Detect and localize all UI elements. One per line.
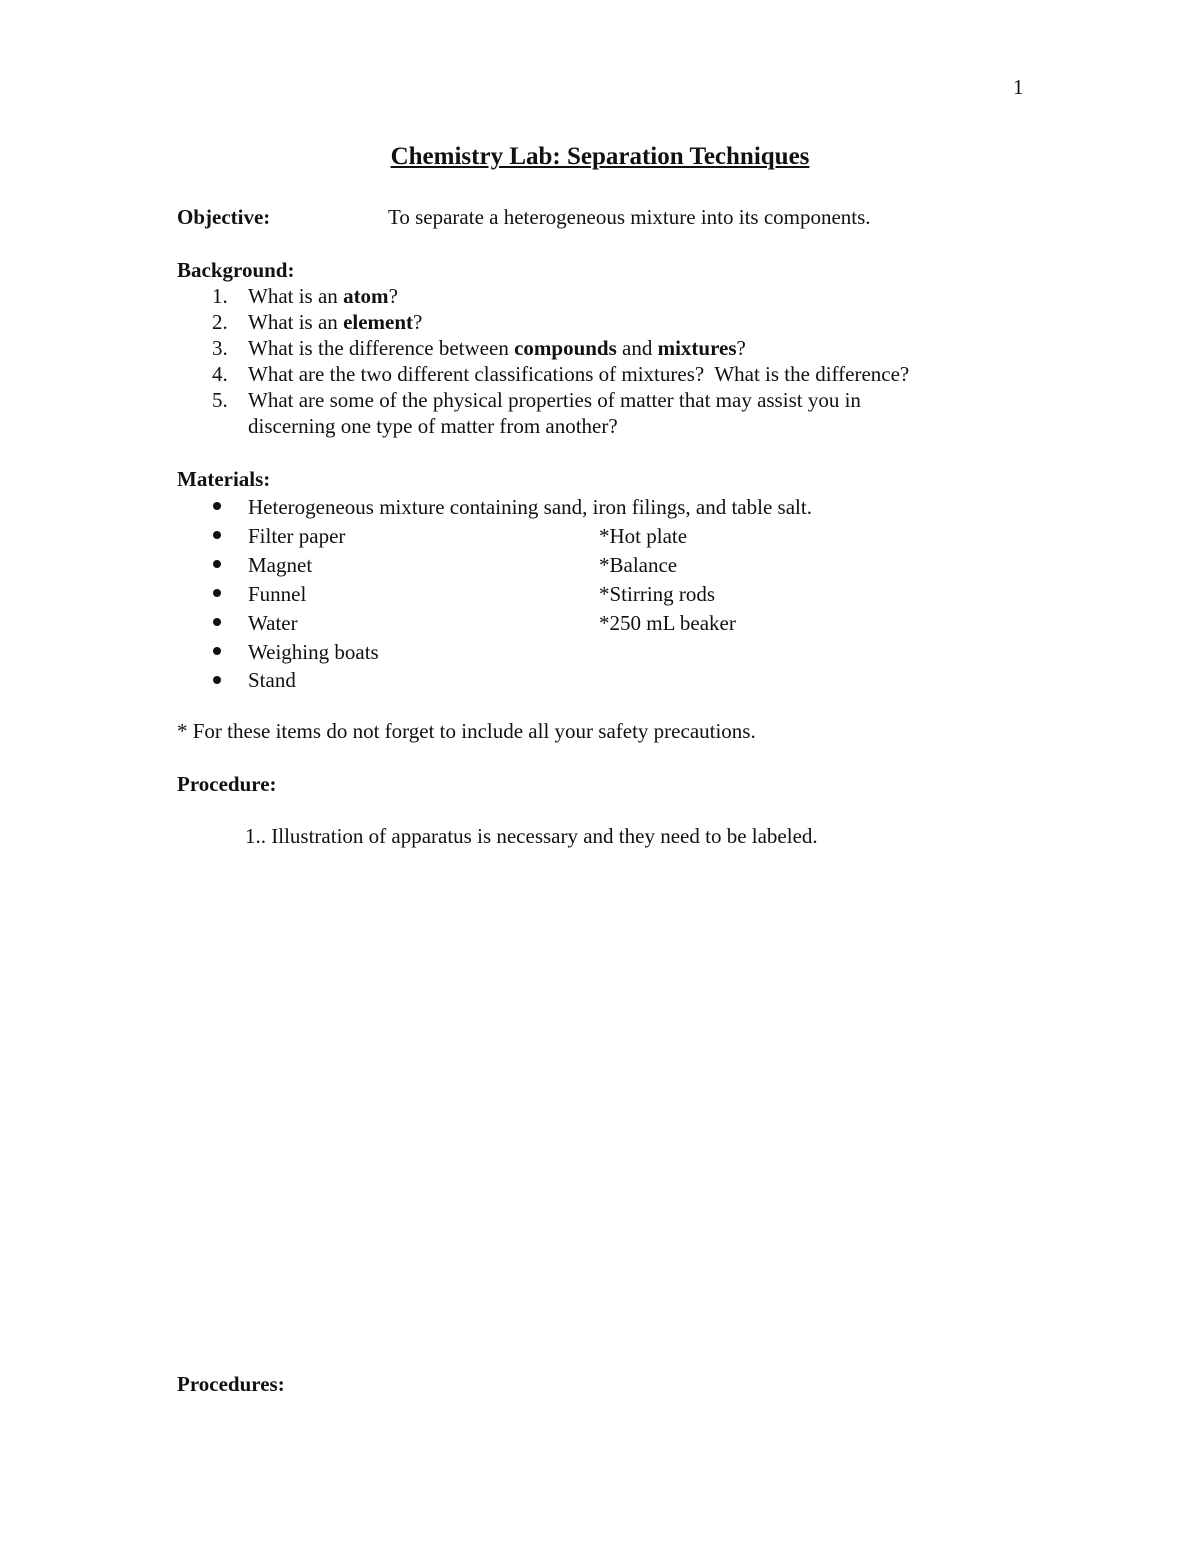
question-2: What is an element? <box>248 310 423 334</box>
safety-note: * For these items do not forget to include all your safety precautions. <box>177 719 756 743</box>
question-1: What is an atom? <box>248 284 398 308</box>
procedure-label: Procedure: <box>177 772 277 796</box>
materials-label: Materials: <box>177 467 271 491</box>
procedures-label: Procedures: <box>177 1372 285 1396</box>
bullet-icon <box>213 676 221 684</box>
material-item-safety: *Stirring rods <box>599 582 716 606</box>
question-number: 5. <box>212 388 228 412</box>
material-item: Weighing boats <box>248 640 379 664</box>
background-label: Background: <box>177 258 295 282</box>
bullet-icon <box>213 618 221 626</box>
material-item: Magnet <box>248 553 313 577</box>
material-item: Funnel <box>248 582 307 606</box>
bullet-icon <box>213 531 221 539</box>
bullet-icon <box>213 647 221 655</box>
material-item: Stand <box>248 668 296 692</box>
question-number: 1. <box>212 284 228 308</box>
material-item-safety: *Balance <box>599 553 678 577</box>
question-5-line-1: What are some of the physical properties of matter that may assist you in <box>248 388 861 412</box>
material-item: Heterogeneous mixture containing sand, iron filings, and table salt. <box>248 495 812 519</box>
question-number: 4. <box>212 362 228 386</box>
question-5-line-2: discerning one type of matter from another? <box>248 414 618 438</box>
page-title: Chemistry Lab: Separation Techniques <box>390 143 810 170</box>
material-item: Water <box>248 611 298 635</box>
objective-text: To separate a heterogeneous mixture into its components. <box>388 205 871 229</box>
bullet-icon <box>213 502 221 510</box>
material-item-safety: *250 mL beaker <box>599 611 736 635</box>
material-item-safety: *Hot plate <box>599 524 688 548</box>
question-4: What are the two different classifications of mixtures? What is the difference? <box>248 362 910 386</box>
bullet-icon <box>213 589 221 597</box>
objective-label: Objective: <box>177 205 271 229</box>
procedure-step-1: 1.. Illustration of apparatus is necessary and they need to be labeled. <box>245 824 818 848</box>
material-item: Filter paper <box>248 524 346 548</box>
bullet-icon <box>213 560 221 568</box>
page-number: 1 <box>1013 75 1024 99</box>
question-number: 3. <box>212 336 228 360</box>
question-3: What is the difference between compounds and mixtures? <box>248 336 746 360</box>
question-number: 2. <box>212 310 228 334</box>
